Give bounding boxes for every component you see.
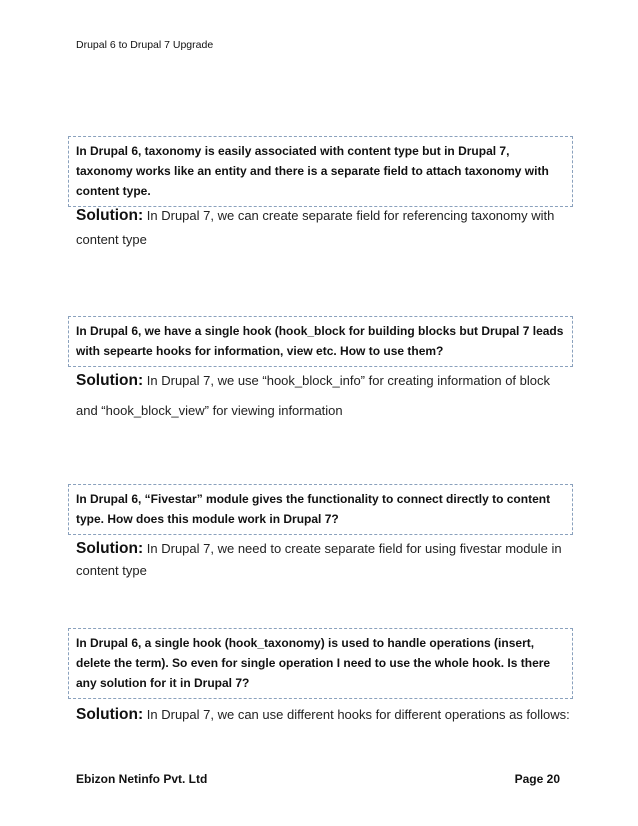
- solution-text: In Drupal 7, we can create separate field for referencing taxonomy with content type: [76, 208, 555, 247]
- page-header-title: Drupal 6 to Drupal 7 Upgrade: [76, 39, 214, 51]
- solution-text: In Drupal 7, we use “hook_block_info” for creating information of block and “hook_block_view” for viewing information: [76, 373, 550, 418]
- question-box-1: In Drupal 6, taxonomy is easily associated with content type but in Drupal 7, taxonomy works like an entity and there is a separate field to attach taxonomy with content type.: [68, 136, 573, 207]
- footer-company: Ebizon Netinfo Pvt. Ltd: [76, 772, 208, 786]
- solution-label: Solution:: [76, 540, 144, 557]
- question-box-3: In Drupal 6, “Fivestar” module gives the functionality to connect directly to content type. How does this module work in Drupal 7?: [68, 484, 573, 535]
- solution-text: In Drupal 7, we need to create separate field for using fivestar module in content type: [76, 541, 562, 578]
- solution-2: [76, 366, 572, 426]
- solution-4: [76, 704, 572, 726]
- solution-label: Solution:: [76, 372, 144, 389]
- solution-1: [76, 204, 572, 252]
- solution-text: In Drupal 7, we can use different hooks for different operations as follows:: [146, 707, 570, 722]
- question-box-2: In Drupal 6, we have a single hook (hook_block for building blocks but Drupal 7 leads with sepearte hooks for information, view etc. How to use them?: [68, 316, 573, 367]
- footer-page-number: Page 20: [514, 772, 560, 786]
- question-box-4: In Drupal 6, a single hook (hook_taxonomy) is used to handle operations (insert, delete the term). So even for single operation I need to use the whole hook. Is there any solution for it in Drupal 7?: [68, 628, 573, 699]
- solution-label: Solution:: [76, 706, 144, 723]
- solution-label: Solution:: [76, 207, 144, 224]
- solution-3: [76, 538, 572, 582]
